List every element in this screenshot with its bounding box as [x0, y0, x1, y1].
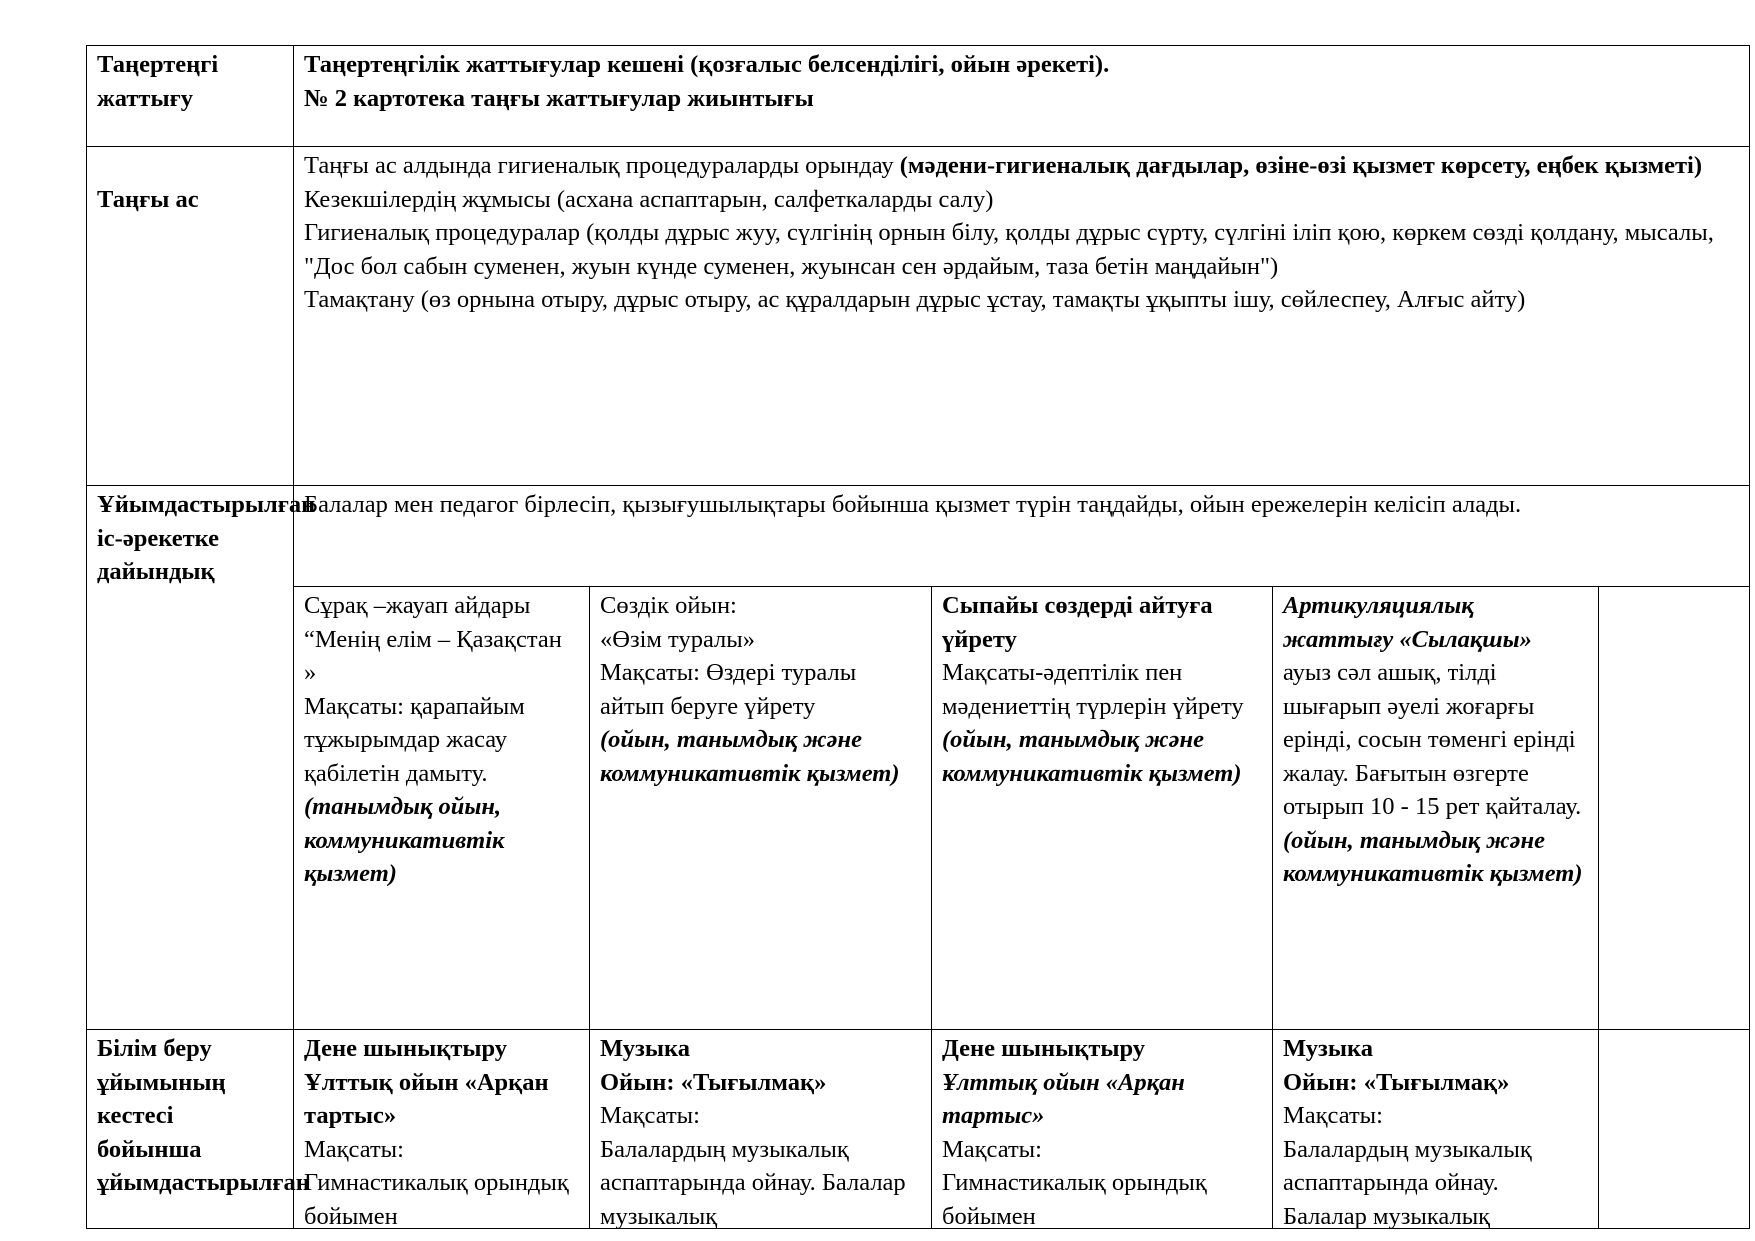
- sched-col4-subject: Музыка: [1283, 1035, 1374, 1062]
- preparation-col2: [590, 587, 932, 1030]
- sched-col3-goal-label: Мақсаты:: [942, 1135, 1042, 1163]
- sched-col4-goal-label: Мақсаты:: [1283, 1102, 1383, 1129]
- schedule-col5-empty: [1599, 1030, 1750, 1229]
- sched-col4-goal: Балалардың музыкалық аспаптарында ойнау. Балалар музыкалық: [1283, 1135, 1532, 1230]
- sched-col3-goal: Гимнастикалық орындық бойымен: [942, 1169, 1207, 1230]
- prep-col3-title: Сыпайы сөздерді айтуға үйрету: [942, 592, 1213, 653]
- prep-col4-text: ауыз сәл ашық, тілді шығарып әуелі жоғарғы ерінді, сосын төменгі ерінді жалау. Бағытын өзгерте отырып 10 - 15 рет қайталау.: [1283, 659, 1582, 820]
- breakfast-label: Таңғы ас: [87, 147, 294, 486]
- preparation-col3: [932, 587, 1273, 1030]
- schedule-col2: [590, 1030, 932, 1229]
- morning-exercise-content: [294, 46, 1750, 147]
- sched-col2-goal-label: Мақсаты:: [600, 1102, 700, 1129]
- breakfast-p2: Кезекшілердің жұмысы (асхана аспаптарын, салфеткаларды салу): [304, 185, 994, 213]
- row-breakfast: [87, 147, 1750, 486]
- prep-col1-tag: (танымдық ойын, коммуникативтік қызмет): [304, 793, 505, 887]
- schedule-col4: [1273, 1030, 1599, 1229]
- schedule-col3-inner: [942, 1032, 1262, 1230]
- prep-col2-subtitle: «Өзім туралы»: [600, 625, 755, 653]
- schedule-col1: [294, 1030, 590, 1229]
- breakfast-content: [294, 147, 1750, 486]
- row-morning-exercise: [87, 46, 1750, 147]
- sched-col2-goal: Балалардың музыкалық аспаптарында ойнау. Балалар музыкалық: [600, 1135, 906, 1230]
- breakfast-p1: [304, 149, 1739, 183]
- preparation-label: Ұйымдастырылған іс-әрекетке дайындық: [87, 486, 294, 1030]
- sched-col3-subject: Дене шынықтыру: [942, 1035, 1146, 1062]
- sched-col4-game: Ойын: «Тығылмақ»: [1283, 1068, 1510, 1096]
- preparation-col1: [294, 587, 590, 1030]
- prep-col2-tag: (ойын, танымдық және коммуникативтік қызмет): [600, 726, 900, 787]
- row-schedule: [87, 1030, 1750, 1229]
- daily-plan-table: [86, 45, 1750, 1229]
- preparation-col5-empty: [1599, 587, 1750, 1030]
- schedule-col4-inner: [1283, 1032, 1588, 1230]
- preparation-col4: [1273, 587, 1599, 1030]
- breakfast-p3: Гигиеналық процедуралар (қолды дұрыс жуу, сүлгінің орнын білу, қолды дұрыс сүрту, сүлгіні іліп қою, көркем сөзді қолдану, мысалы, "Дос бол сабын суменен, жуын күнде суменен, жуынсан сен әрдайым, таза бетін маңдайын"): [304, 219, 1714, 280]
- sched-col1-game: Ұлттық ойын «Арқан тартыс»: [304, 1068, 549, 1129]
- schedule-label-text: Білім беру ұйымының кестесі бойынша ұйымдастырылған: [97, 1035, 310, 1196]
- row-preparation-intro: [87, 486, 1750, 587]
- prep-col1-subtitle: “Менің елім – Қазақстан »: [304, 625, 562, 686]
- prep-col3-goal: Мақсаты-әдептілік пен мәдениеттің түрлерін үйрету: [942, 659, 1244, 720]
- breakfast-p4: Тамақтану (өз орнына отыру, дұрыс отыру, ас құралдарын дұрыс ұстау, тамақты ұқыпты ішу, сөйлеспеу, Алғыс айту): [304, 286, 1526, 313]
- schedule-label: [87, 1030, 310, 1229]
- sched-col1-goal-label: Мақсаты:: [304, 1135, 404, 1163]
- prep-col3-tag: (ойын, танымдық және коммуникативтік қызмет): [942, 726, 1242, 787]
- prep-col1-title: Сұрақ –жауап айдары: [304, 592, 531, 619]
- prep-col2-goal: Мақсаты: Өздері туралы айтып беруге үйрету: [600, 659, 857, 720]
- schedule-col1-inner: [304, 1032, 579, 1230]
- sched-col1-subject: Дене шынықтыру: [304, 1035, 508, 1062]
- sched-col2-subject: Музыка: [600, 1035, 691, 1062]
- prep-col1-goal: Мақсаты: қарапайым тұжырымдар жасау қабілетін дамыту.: [304, 692, 525, 787]
- prep-col2-title: Сөздік ойын:: [600, 592, 737, 619]
- prep-col4-tag: (ойын, танымдық және коммуникативтік қызмет): [1283, 826, 1583, 887]
- morning-exercise-label: Таңертеңгі жаттығу: [87, 46, 294, 147]
- sched-col3-game: Ұлттық ойын «Арқан тартыс»: [942, 1068, 1185, 1129]
- sched-col1-goal: Гимнастикалық орындық бойымен: [304, 1169, 569, 1230]
- morning-exercise-line1: Таңертеңгілік жаттығулар кешені (қозғалыс белсенділігі, ойын әрекеті).: [304, 51, 1110, 78]
- schedule-col3: [932, 1030, 1273, 1229]
- morning-exercise-line2: № 2 картотека таңғы жаттығулар жиынтығы: [304, 84, 814, 112]
- breakfast-p1-bold: (мәдени-гигиеналық дағдылар, өзіне-өзі қызмет көрсету, еңбек қызметі): [899, 152, 1703, 179]
- sched-col2-game: Ойын: «Тығылмақ»: [600, 1068, 827, 1096]
- breakfast-p1-plain: Таңғы ас алдында гигиеналық процедураларды орындау: [304, 152, 900, 179]
- preparation-intro: Балалар мен педагог бірлесіп, қызығушылықтары бойынша қызмет түрін таңдайды, ойын ережелерін келісіп алады.: [294, 486, 1750, 587]
- row-preparation-columns: [87, 587, 1750, 1030]
- prep-col4-title: Артикуляциялық жаттығу «Сылақшы»: [1283, 592, 1532, 653]
- schedule-col2-inner: [600, 1032, 921, 1230]
